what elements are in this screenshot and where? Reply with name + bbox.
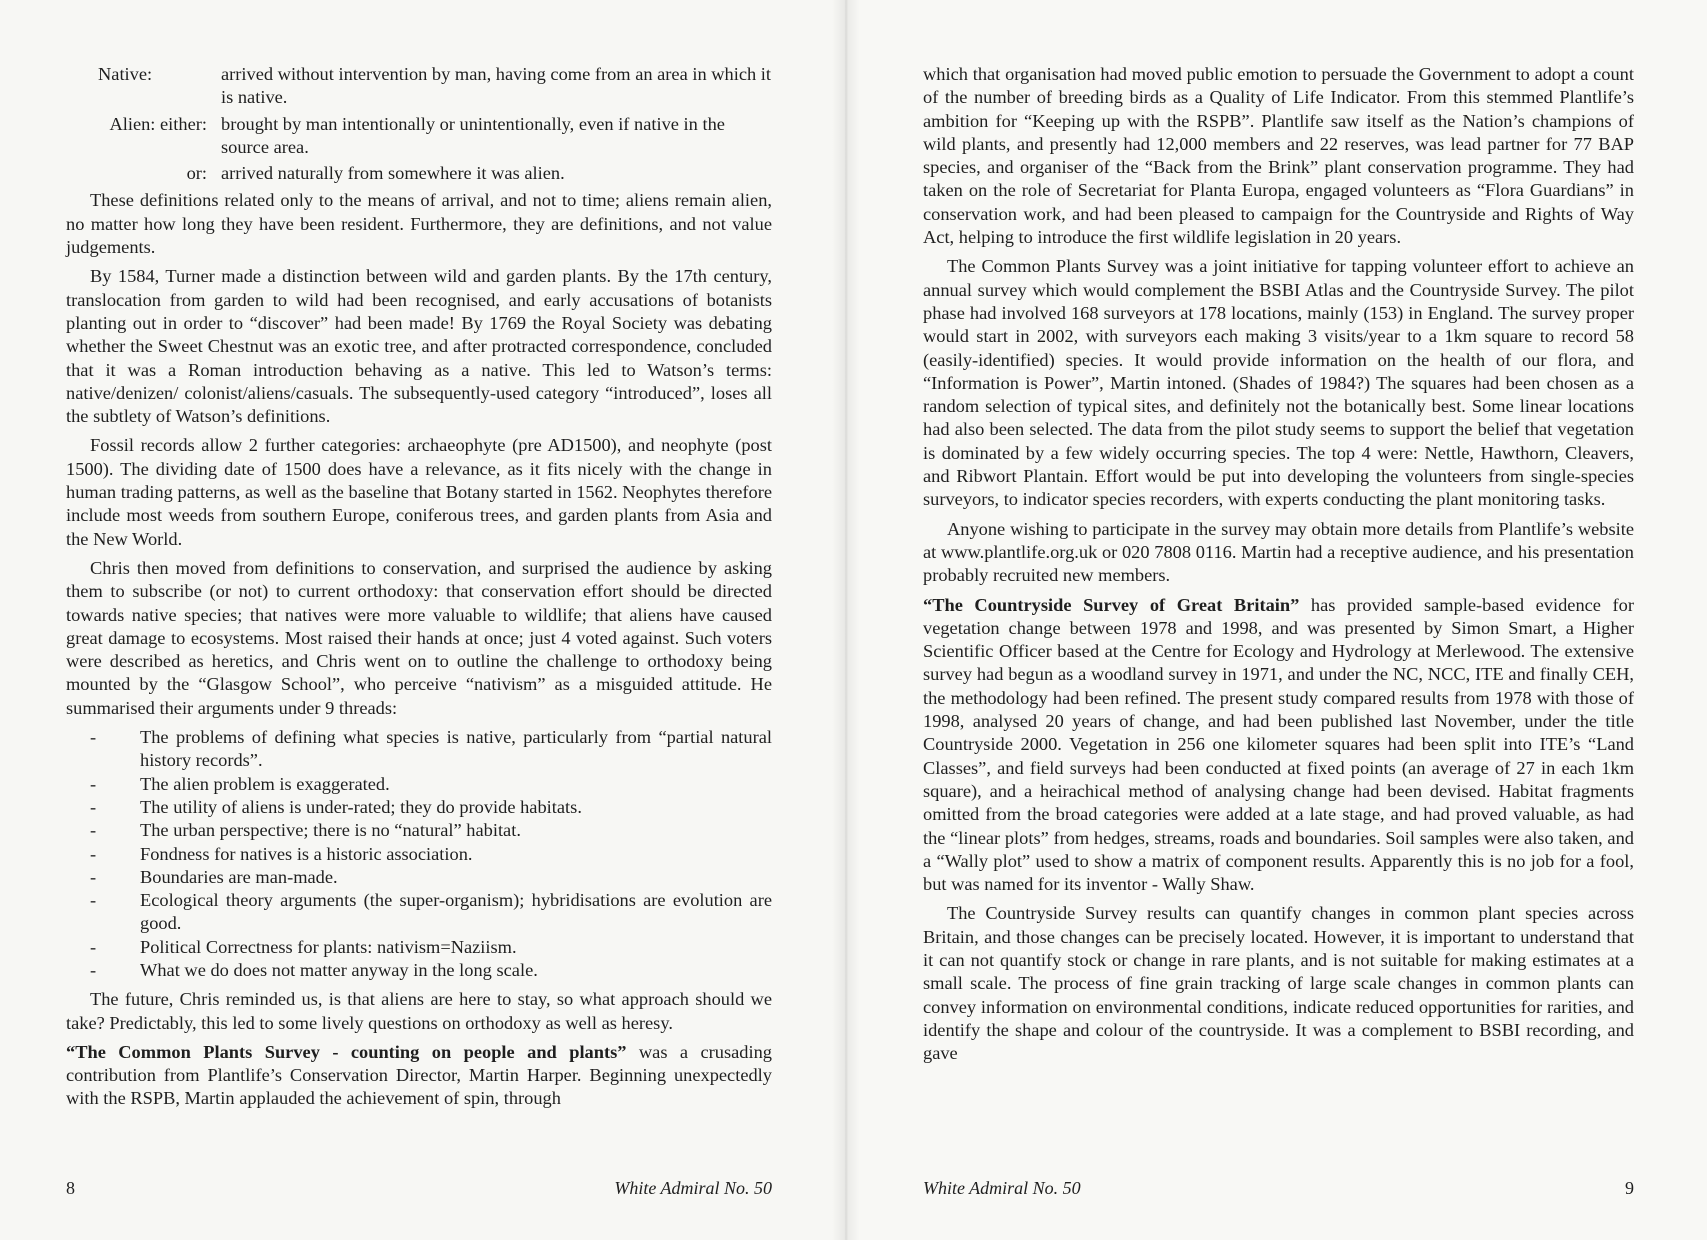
definition-native [66,63,772,110]
list-item: - The problems of defining what species is native, particularly from “partial natural history records”. [66,726,772,773]
paragraph: By 1584, Turner made a distinction between wild and garden plants. By the 17th century, translocation from garden to wild had been recognised, and early accusations of botanists planting out in order to “discover” had been made! By 1769 the Royal Society was debating whether the Sweet Chestnut was an exotic tree, and after protracted correspondence, concluded that it was a Roman introduction behaving as a native. This led to Watson’s terms: native/denizen/ colonist/aliens/casuals. The subsequently-used category “introduced”, loses all the subtlety of Watson’s definitions. [66,266,772,427]
definition-term: Native: [98,64,153,84]
binding-gutter [832,0,860,1240]
paragraph-text: has provided sample-based evidence for vegetation change between 1978 and 1998, and was presented by Simon Smart, a Higher Scientific Officer based at the Centre for Ecology and Hydrology at Merlewood. The extensive survey had begun as a woodland survey in 1971, and under the NC, NCC, ITE and finally CEH, the methodology had been refined. The present study compared results from 1978 with those of 1998, analysed 20 years of change, and had been published last November, under the title Countryside 2000. Vegetation in 256 one kilometer squares had been split into ITE’s “Land Classes”, and field surveys had been conducted at fixed points (an average of 27 in each 1km square), and a heirachical method of analysing change had been devised. Habitat fragments omitted from the broad categories were added at a late stage, and had proved valuable, as had the “linear plots” from hedges, streams, roads and boundaries. Soil samples were also taken, and a “Wally plot” used to show a matrix of component results. Apparently this is no job for a fool, but was named for its inventor - Wally Shaw. [923,594,1634,895]
list-item: - Ecological theory arguments (the super-organism); hybridisations are evolution are good. [66,889,772,936]
list-item-text: What we do does not matter anyway in the long scale. [140,959,538,980]
list-item: - Political Correctness for plants: nativism=Naziism. [66,936,772,959]
right-text-column [923,63,1634,1071]
list-item-text: Fondness for natives is a historic association. [140,843,473,864]
paragraph: The future, Chris reminded us, is that aliens are here to stay, so what approach should we take? Predictably, this led to some lively questions on orthodoxy as well as heresy. [66,989,772,1033]
paragraph: The Countryside Survey results can quantify changes in common plant species across Britain, and those changes can be precisely located. However, it is important to understand that it can not quantify stock or change in rare plants, and is not suitable for making estimates at a small scale. The process of fine grain tracking of large scale changes in common plants can convey information on environmental conditions, indicate reduced opportunities for rarities, and identify the shape and colour of the countryside. It was a complement to BSBI recording, and gave [923,903,1634,1064]
definitions-list [66,63,772,185]
list-item: - Fondness for natives is a historic association. [66,843,772,866]
paragraph: which that organisation had moved public emotion to persuade the Government to adopt a count of the number of breeding birds as a Quality of Life Indicator. From this stemmed Plantlife’s ambition for “Keeping up with the RSPB”. Plantlife saw itself as the Nation’s champions of wild plants, and presently had 12,000 members and 22 reserves, was lead partner for 77 BAP species, and organiser of the “Back from the Brink” plant conservation programme. They had taken on the role of Secretariat for Planta Europa, engaged volunteers as “Flora Guardians” in conservation work, and had been pleased to campaign for the Countryside and Rights of Way Act, helping to introduce the first wildlife legislation in 20 years. [923,64,1634,248]
magazine-footer-right: White Admiral No. 50 [923,1178,1081,1198]
section-title: “The Countryside Survey of Great Britain” [923,594,1300,615]
definition-desc: arrived without intervention by man, having come from an area in which it is native. [221,64,772,108]
paragraph: These definitions related only to the means of arrival, and not to time; aliens remain alien, no matter how long they have been resident. Furthermore, they are definitions, and not value judgements. [66,190,772,258]
section-title: “The Common Plants Survey - counting on people and plants” [66,1041,627,1062]
definition-desc: arrived naturally from somewhere it was alien. [221,163,565,184]
paragraph: The Common Plants Survey was a joint initiative for tapping volunteer effort to achieve an annual survey which would complement the BSBI Atlas and the Countryside Survey. The pilot phase had involved 168 surveyors at 178 locations, mainly (153) in England. The survey proper would start in 2002, with surveyors each making 3 visits/year to a 1km square to record 58 (easily-identified) species. It would provide information on the health of our flora, and “Information is Power”, Martin intoned. (Shades of 1984?) The squares had been chosen as a random selection of typical sites, and definitely not the botanically best. Some linear locations had also been selected. The data from the pilot study seems to support the belief that vegetation is dominated by a few widely occurring species. The top 4 were: Nettle, Hawthorn, Cleavers, and Ribwort Plantain. Effort would be put into developing the volunteers from single-species surveyors, to indicator species recorders, with experts conducting the plant monitoring tasks. [923,256,1634,510]
threads-list [66,726,772,982]
list-item-text: Political Correctness for plants: nativism=Naziism. [140,936,517,957]
paragraph [923,594,1634,897]
left-text-column [66,63,772,1117]
paragraph: Chris then moved from definitions to conservation, and surprised the audience by asking them to subscribe (or not) to current orthodoxy: that conservation effort should be directed towards native species; that natives were more valuable to wildlife; that aliens have caused great damage to ecosystems. Most raised their hands at once; just 4 voted against. Such voters were described as heretics, and Chris went on to outline the challenge to orthodoxy being mounted by the “Glasgow School”, who perceive “nativism” as a misguided attitude. He summarised their arguments under 9 threads: [66,557,772,718]
list-item-text: The problems of defining what species is native, particularly from “partial natural history records”. [140,727,772,771]
list-item-text: The utility of aliens is under-rated; they do provide habitats. [140,796,582,817]
definition-term: or: [186,163,207,184]
paragraph: Anyone wishing to participate in the survey may obtain more details from Plantlife’s website at www.plantlife.org.uk or 020 7808 0116. Martin had a receptive audience, and his presentation probably recruited new members. [923,518,1634,586]
list-item: - The utility of aliens is under-rated; they do provide habitats. [66,796,772,819]
list-item-text: Boundaries are man-made. [140,866,338,887]
list-item: - Boundaries are man-made. [66,866,772,889]
paragraph [66,1041,772,1111]
page-number-right: 9 [1625,1178,1634,1198]
list-item-text: The urban perspective; there is no “natural” habitat. [140,820,521,841]
list-item: - What we do does not matter anyway in the long scale. [66,959,772,982]
paragraph-text: was a crusading contribution from Plantlife’s Conservation Director, Martin Harper. Beginning unexpectedly with the RSPB, Martin applauded the achievement of spin, through [66,1041,772,1109]
definition-desc: brought by man intentionally or unintentionally, even if native in the source area. [221,113,725,157]
paragraph: Fossil records allow 2 further categories: archaeophyte (pre AD1500), and neophyte (post 1500). The dividing date of 1500 does have a relevance, as it fits nicely with the change in human trading patterns, as well as the baseline that Botany started in 1562. Neophytes therefore include most weeds from southern Europe, coniferous trees, and garden plants from Asia and the New World. [66,435,772,549]
definition-alien-either [66,113,772,160]
list-item-text: Ecological theory arguments (the super-organism); hybridisations are evolution are good. [140,890,772,934]
list-item: - The urban perspective; there is no “natural” habitat. [66,819,772,842]
list-item-text: The alien problem is exaggerated. [140,773,390,794]
definition-term: Alien: either: [109,113,207,134]
page-number-left: 8 [66,1178,75,1198]
list-item: - The alien problem is exaggerated. [66,773,772,796]
definition-alien-or [66,162,772,185]
magazine-footer-left: White Admiral No. 50 [614,1178,772,1198]
